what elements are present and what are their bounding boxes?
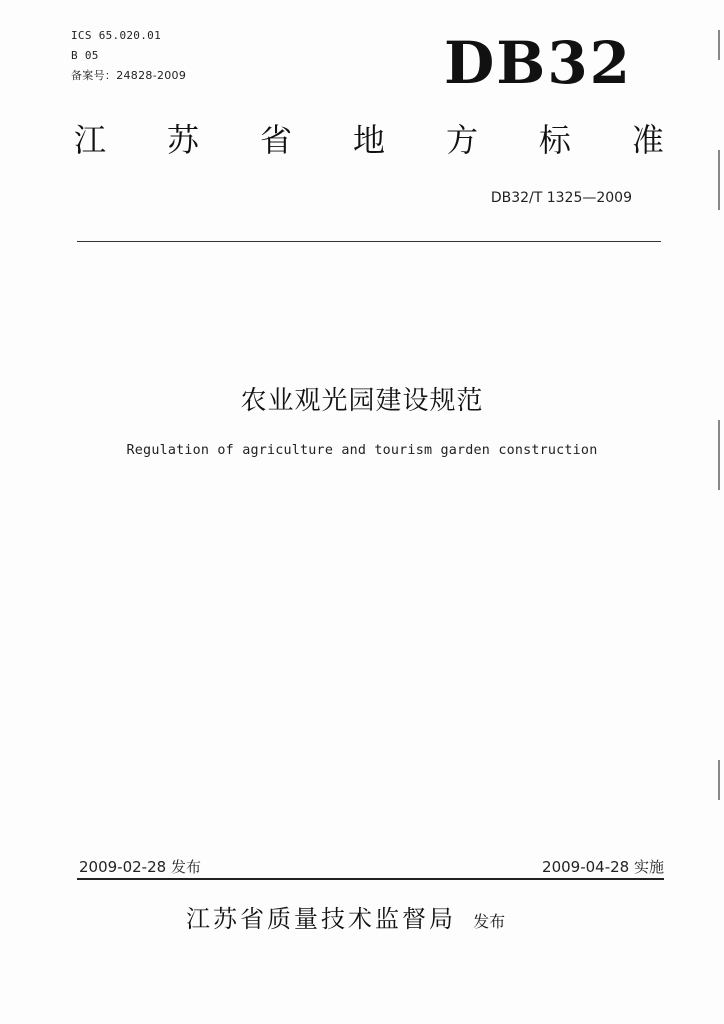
record-number: 备案号：24828-2009 (71, 69, 187, 82)
ccs-code: B 05 (71, 49, 99, 62)
top-divider (77, 241, 661, 242)
standard-type-char: 江 (74, 121, 107, 159)
standard-type-char: 地 (352, 121, 385, 159)
standard-type-char: 苏 (166, 121, 199, 159)
document-title-chinese: 农业观光园建设规范 (240, 386, 484, 416)
standard-type-char: 省 (259, 121, 292, 159)
issuer-line (186, 899, 505, 934)
standard-type-char: 方 (445, 121, 478, 159)
scan-edge-mark (718, 30, 720, 60)
scan-edge-mark (718, 420, 720, 490)
scan-edge-mark (718, 150, 720, 210)
issuer-action: 发布 (473, 912, 506, 931)
document-title-english: Regulation of agriculture and tourism garden construction (126, 443, 598, 458)
standard-type-char: 准 (631, 121, 664, 159)
standard-type-char: 标 (538, 121, 571, 159)
scan-edge-mark (718, 760, 720, 800)
effective-date: 2009-04-28 实施 (542, 858, 664, 876)
standard-number: DB32/T 1325—2009 (490, 190, 632, 206)
standard-type-heading (74, 121, 664, 159)
ics-code: ICS 65.020.01 (71, 29, 161, 42)
issuer-name: 江苏省质量技术监督局 (186, 905, 456, 933)
bottom-divider (77, 878, 664, 880)
db32-logo: DB32 (444, 29, 633, 97)
issue-date: 2009-02-28 发布 (79, 858, 201, 876)
